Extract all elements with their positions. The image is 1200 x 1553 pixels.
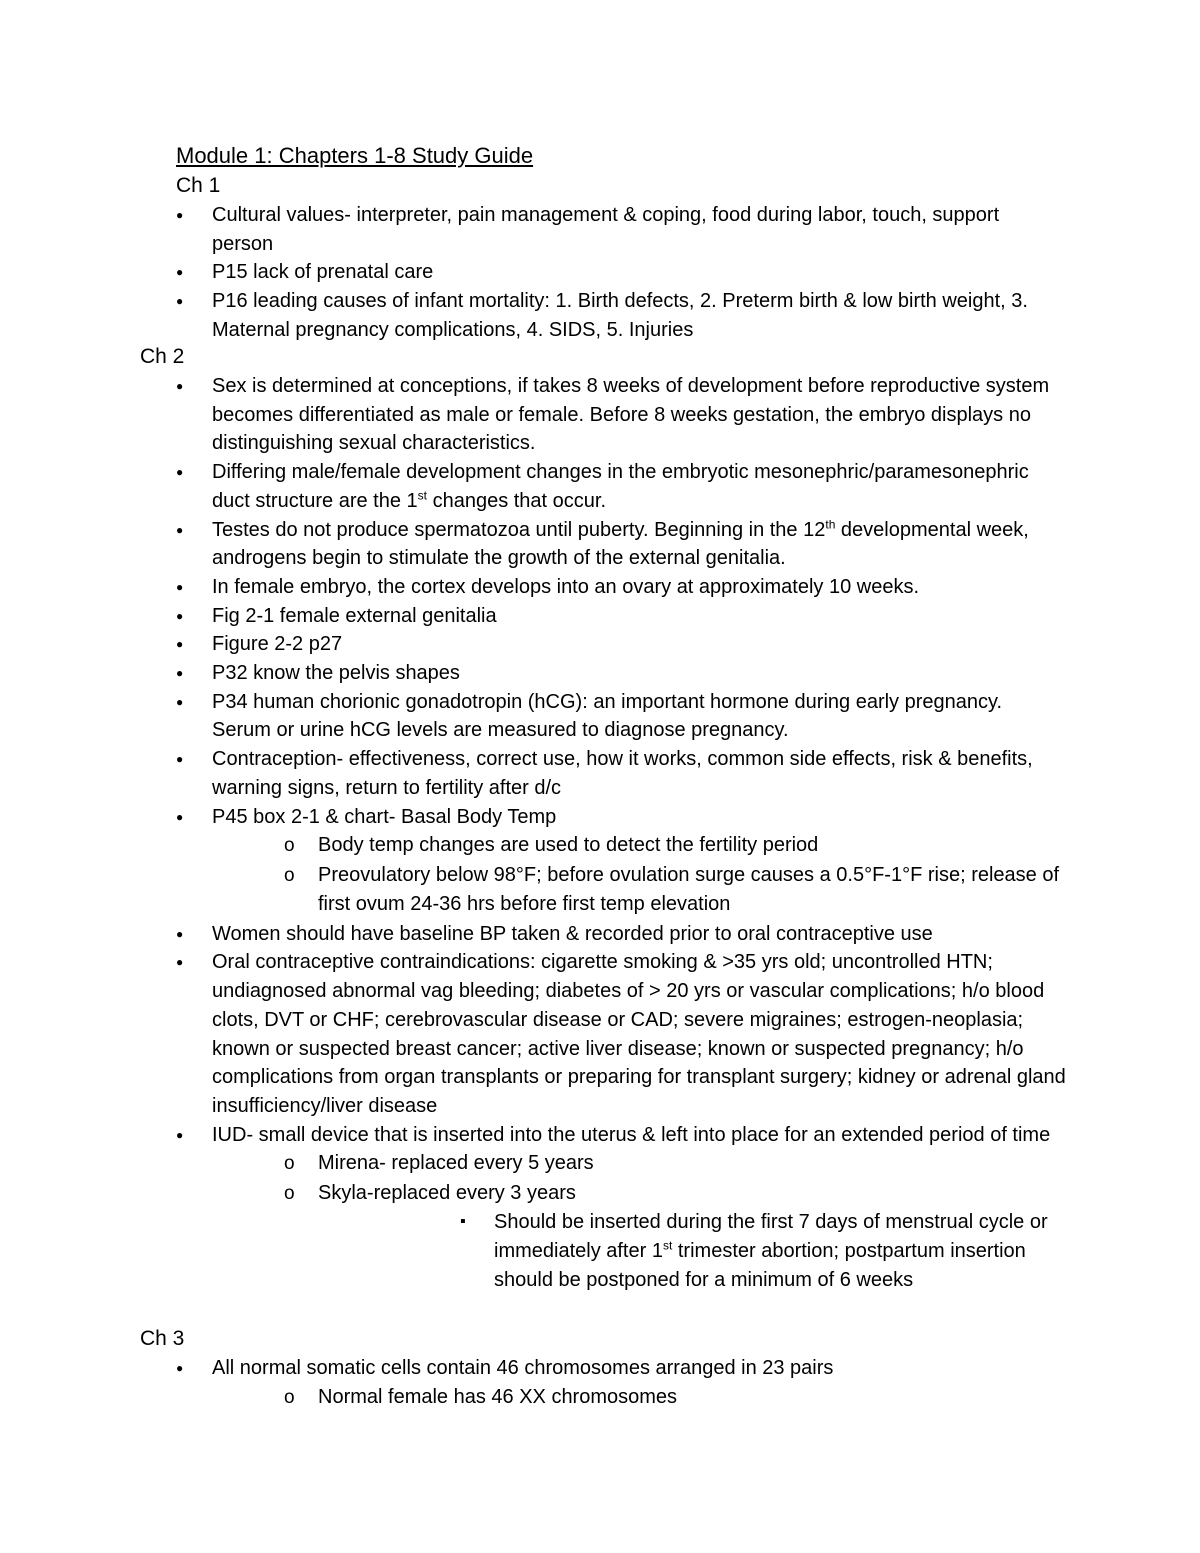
item-text: developmental week, androgens begin to stimulate the growth of the external genitalia. (212, 518, 1029, 570)
list-item: ● Fig 2-1 female external genitalia (176, 602, 1066, 631)
chapter-3-list (176, 1354, 1066, 1412)
chapter-1-heading: Ch 1 (176, 174, 221, 197)
list-item: ● Figure 2-2 p27 (176, 630, 1066, 659)
item-text: trimester abortion; postpartum insertion should be postponed for a minimum of 6 weeks (494, 1240, 1026, 1291)
list-item (176, 516, 1066, 573)
list-item (176, 458, 1066, 515)
list-item: ● Oral contraceptive contraindications: cigarette smoking & >35 yrs old; uncontrolled HTN; undiagnosed abnormal vag bleeding; diabetes of > 20 yrs or vascular complications; h/o blood clots, DVT or CHF; cerebrovascular disease or CAD; severe migraines; estrogen-neoplasia; known or suspected breast cancer; active liver disease; known or suspected pregnancy; h/o complications from organ transplants or preparing for transplant surgery; kidney or adrenal gland insufficiency/liver disease (176, 948, 1066, 1120)
sub-list-item: o Body temp changes are used to detect the fertility period (212, 831, 1066, 861)
chromosome-sublist (212, 1383, 1066, 1413)
list-item: ● In female embryo, the cortex develops into an ovary at approximately 10 weeks. (176, 573, 1066, 602)
sub-list-item: o Preovulatory below 98°F; before ovulation surge causes a 0.5°F-1°F rise; release of first ovum 24-36 hrs before first temp elevation (212, 861, 1066, 920)
list-item (176, 1121, 1066, 1295)
chapter-3-heading: Ch 3 (140, 1327, 185, 1350)
list-item (176, 1354, 1066, 1412)
chapter-2-heading: Ch 2 (140, 345, 185, 368)
list-item: ● Sex is determined at conceptions, if takes 8 weeks of development before reproductive system becomes differentiated as male or female. Before 8 weeks gestation, the embryo displays no distinguishing sexual characteristics. (176, 372, 1066, 458)
chapter-2-list (176, 372, 1066, 1294)
item-text: P45 box 2-1 & chart- Basal Body Temp (212, 805, 557, 828)
item-text: IUD- small device that is inserted into the uterus & left into place for an extended period of time (212, 1123, 1051, 1146)
list-item: ● Cultural values- interpreter, pain management & coping, food during labor, touch, support person (176, 201, 1056, 258)
list-item (176, 803, 1066, 920)
list-item: ● P32 know the pelvis shapes (176, 659, 1066, 688)
item-text: Testes do not produce spermatozoa until puberty. Beginning in the 12 (212, 518, 826, 541)
item-text: All normal somatic cells contain 46 chromosomes arranged in 23 pairs (212, 1357, 834, 1379)
list-item: ● P34 human chorionic gonadotropin (hCG): an important hormone during early pregnancy. Serum or urine hCG levels are measured to diagnose pregnancy. (176, 688, 1066, 745)
sub-list-item (212, 1179, 1066, 1295)
item-text: Should be inserted during the first 7 days of menstrual cycle or immediately after 1 (494, 1211, 1048, 1263)
iud-sublist (212, 1149, 1066, 1294)
list-item: ● Contraception- effectiveness, correct use, how it works, common side effects, risk & benefits, warning signs, return to fertility after d/c (176, 745, 1066, 802)
item-text: Skyla-replaced every 3 years (318, 1181, 576, 1204)
chapter-1-list (176, 201, 1056, 345)
sub-list-item: o Mirena- replaced every 5 years (212, 1149, 1066, 1179)
item-text: Differing male/female development changes in the embryotic mesonephric/paramesonephric duct structure are the 1 (212, 461, 1029, 512)
superscript: st (417, 488, 428, 503)
sub-list-item: o Normal female has 46 XX chromosomes (212, 1383, 1066, 1413)
list-item: ● Women should have baseline BP taken & recorded prior to oral contraceptive use (176, 920, 1066, 949)
superscript: st (662, 1238, 673, 1253)
iud-subsublist (318, 1208, 1066, 1294)
bbt-sublist (212, 831, 1066, 920)
item-text: changes that occur. (427, 489, 607, 512)
document-title: Module 1: Chapters 1-8 Study Guide (176, 143, 534, 168)
list-item: ● P15 lack of prenatal care (176, 258, 1056, 287)
list-item: ● P16 leading causes of infant mortality: 1. Birth defects, 2. Preterm birth & low birth weight, 3. Maternal pregnancy complications, 4. SIDS, 5. Injuries (176, 287, 1056, 344)
superscript: th (825, 516, 836, 531)
sub-sub-list-item (318, 1208, 1066, 1294)
